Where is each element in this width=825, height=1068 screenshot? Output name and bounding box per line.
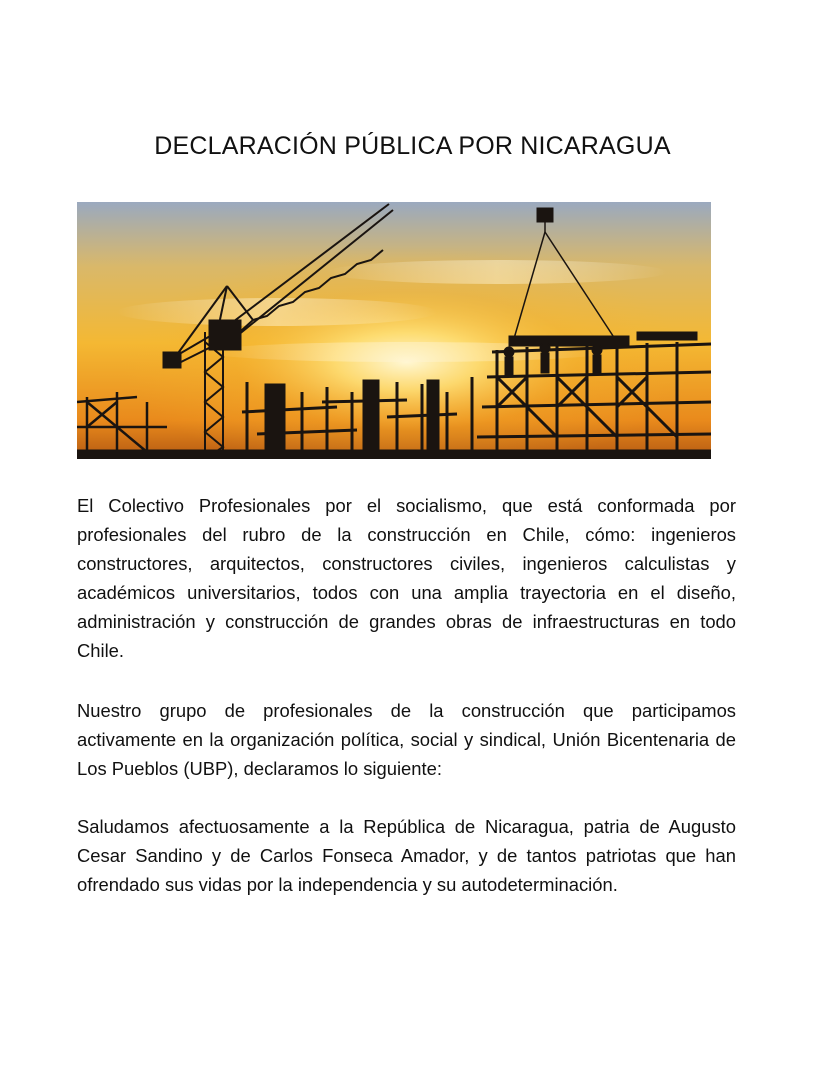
paragraph-saludo-nicaragua: Saludamos afectuosamente a la República de Nicaragua, patria de Augusto Cesar Sandino y de Carlos Fonseca Amador, y de tantos patriotas que han ofrendado sus vidas por la independencia y su autodeterminación. xyxy=(77,816,736,895)
document-title: DECLARACIÓN PÚBLICA POR NICARAGUA xyxy=(154,132,671,160)
construction-site-illustration xyxy=(77,202,711,459)
paragraph-colectivo-intro: El Colectivo Profesionales por el socialismo, que está conformada por profesionales del rubro de la construcción en Chile, cómo: ingenieros constructores, arquitectos, constructores civiles, ingenieros calculistas y académicos universitarios, todos con una amplia trayectoria en el diseño, administración y construcción de grandes obras de infraestructuras en todo Chile. xyxy=(77,495,736,661)
paragraph-grupo-profesionales: Nuestro grupo de profesionales de la construcción que participamos activamente en la organización política, social y sindical, Unión Bicentenaria de Los Pueblos (UBP), declaramos lo siguiente: xyxy=(77,700,736,779)
construction-site-photo xyxy=(77,202,711,459)
